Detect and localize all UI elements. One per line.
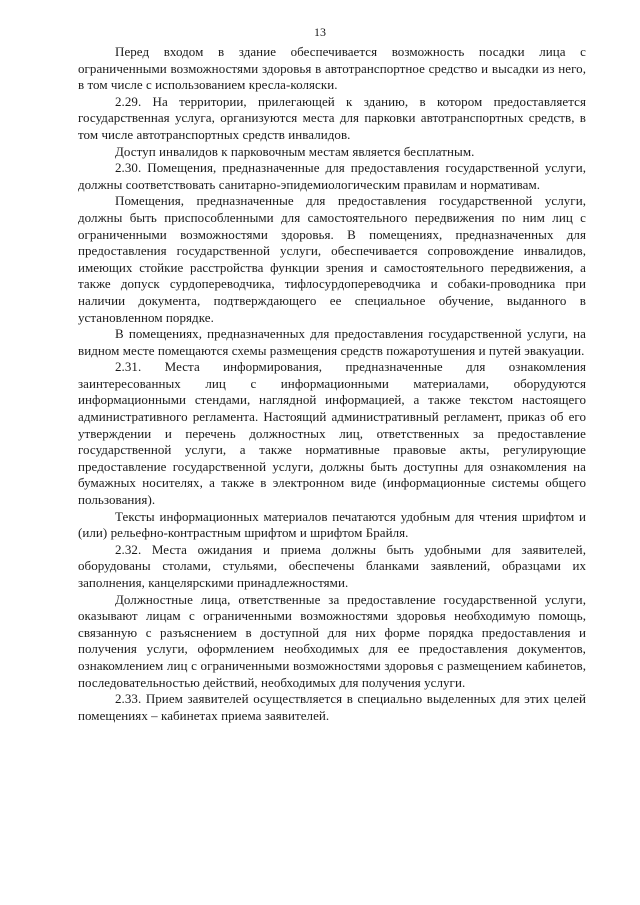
paragraph-evacuation-schemes: В помещениях, предназначенных для предоставления государственной услуги, на видном месте помещаются схемы размещения средств пожаротушения и путей эвакуации.	[78, 326, 586, 358]
paragraph-free-parking-access: Доступ инвалидов к парковочным местам является бесплатным.	[115, 143, 475, 159]
paragraph-2-30-premises-norms: 2.30. Помещения, предназначенные для предоставления государственной услуги, должны соответствовать санитарно-эпидемиологическим правилам и нормативам.	[78, 160, 586, 192]
page-number: 13	[314, 25, 326, 39]
document-body	[78, 44, 586, 724]
paragraph-passenger-boarding: Перед входом в здание обеспечивается возможность посадки лица с ограниченными возможностями здоровья в автотранспортное средство и высадки из него, в том числе с использованием кресла-коляски.	[78, 44, 586, 93]
paragraph-2-32-waiting-places: 2.32. Места ожидания и приема должны быть удобными для заявителей, оборудованы столами, стульями, обеспечены бланками заявлений, образцами их заполнения, канцелярскими принадлежностями.	[78, 541, 586, 590]
paragraph-information-fonts: Тексты информационных материалов печатаются удобным для чтения шрифтом и (или) рельефно-контрастным шрифтом и шрифтом Брайля.	[78, 508, 586, 541]
paragraph-2-29-parking: 2.29. На территории, прилегающей к зданию, в котором предоставляется государственная услуга, организуются места для парковки автотранспортных средств, в том числе автотранспортных средств инвалидов.	[78, 93, 586, 142]
paragraph-2-33-reception-rooms: 2.33. Прием заявителей осуществляется в специально выделенных для этих целей помещениях – кабинетах приема заявителей.	[78, 691, 586, 723]
paragraph-officials-assistance: Должностные лица, ответственные за предоставление государственной услуги, оказывают лицам с ограниченными возможностями здоровья необходимую помощь, связанную с разъяснением в доступной для них форме порядка предоставления и получения услуги, оформлением необходимых для ее предоставления документов, ознакомлением лиц с ограниченными возможностями здоровья с размещением кабинетов, последовательностью действий, необходимых для получения услуги.	[78, 591, 586, 690]
paragraph-2-31-information-places: 2.31. Места информирования, предназначенные для ознакомления заинтересованных лиц с информационными материалами, оборудуются информационными стендами, наглядной информацией, а также текстом настоящего административного регламента. Настоящий административный регламент, приказ об его утверждении и перечень должностных лиц, ответственных за предоставление государственной услуги, а также нормативные правовые акты, регулирующие предоставление государственной услуги, должны быть доступны для ознакомления на бумажных носителях, а также в электронном виде (информационные системы общего пользования).	[78, 359, 586, 508]
paragraph-premises-accessibility: Помещения, предназначенные для предоставления государственной услуги, должны быть приспособленными для самостоятельного передвижения по ним лиц с ограниченными возможностями здоровья. В помещениях, предназначенных для предоставления государственной услуги, обеспечивается сопровождение инвалидов, имеющих стойкие расстройства функции зрения и самостоятельного передвижения, а также допуск сурдопереводчика, тифлосурдопереводчика и собаки-проводника при наличии документа, подтверждающего ее специальное обучение, выданного в установленном порядке.	[78, 193, 586, 325]
